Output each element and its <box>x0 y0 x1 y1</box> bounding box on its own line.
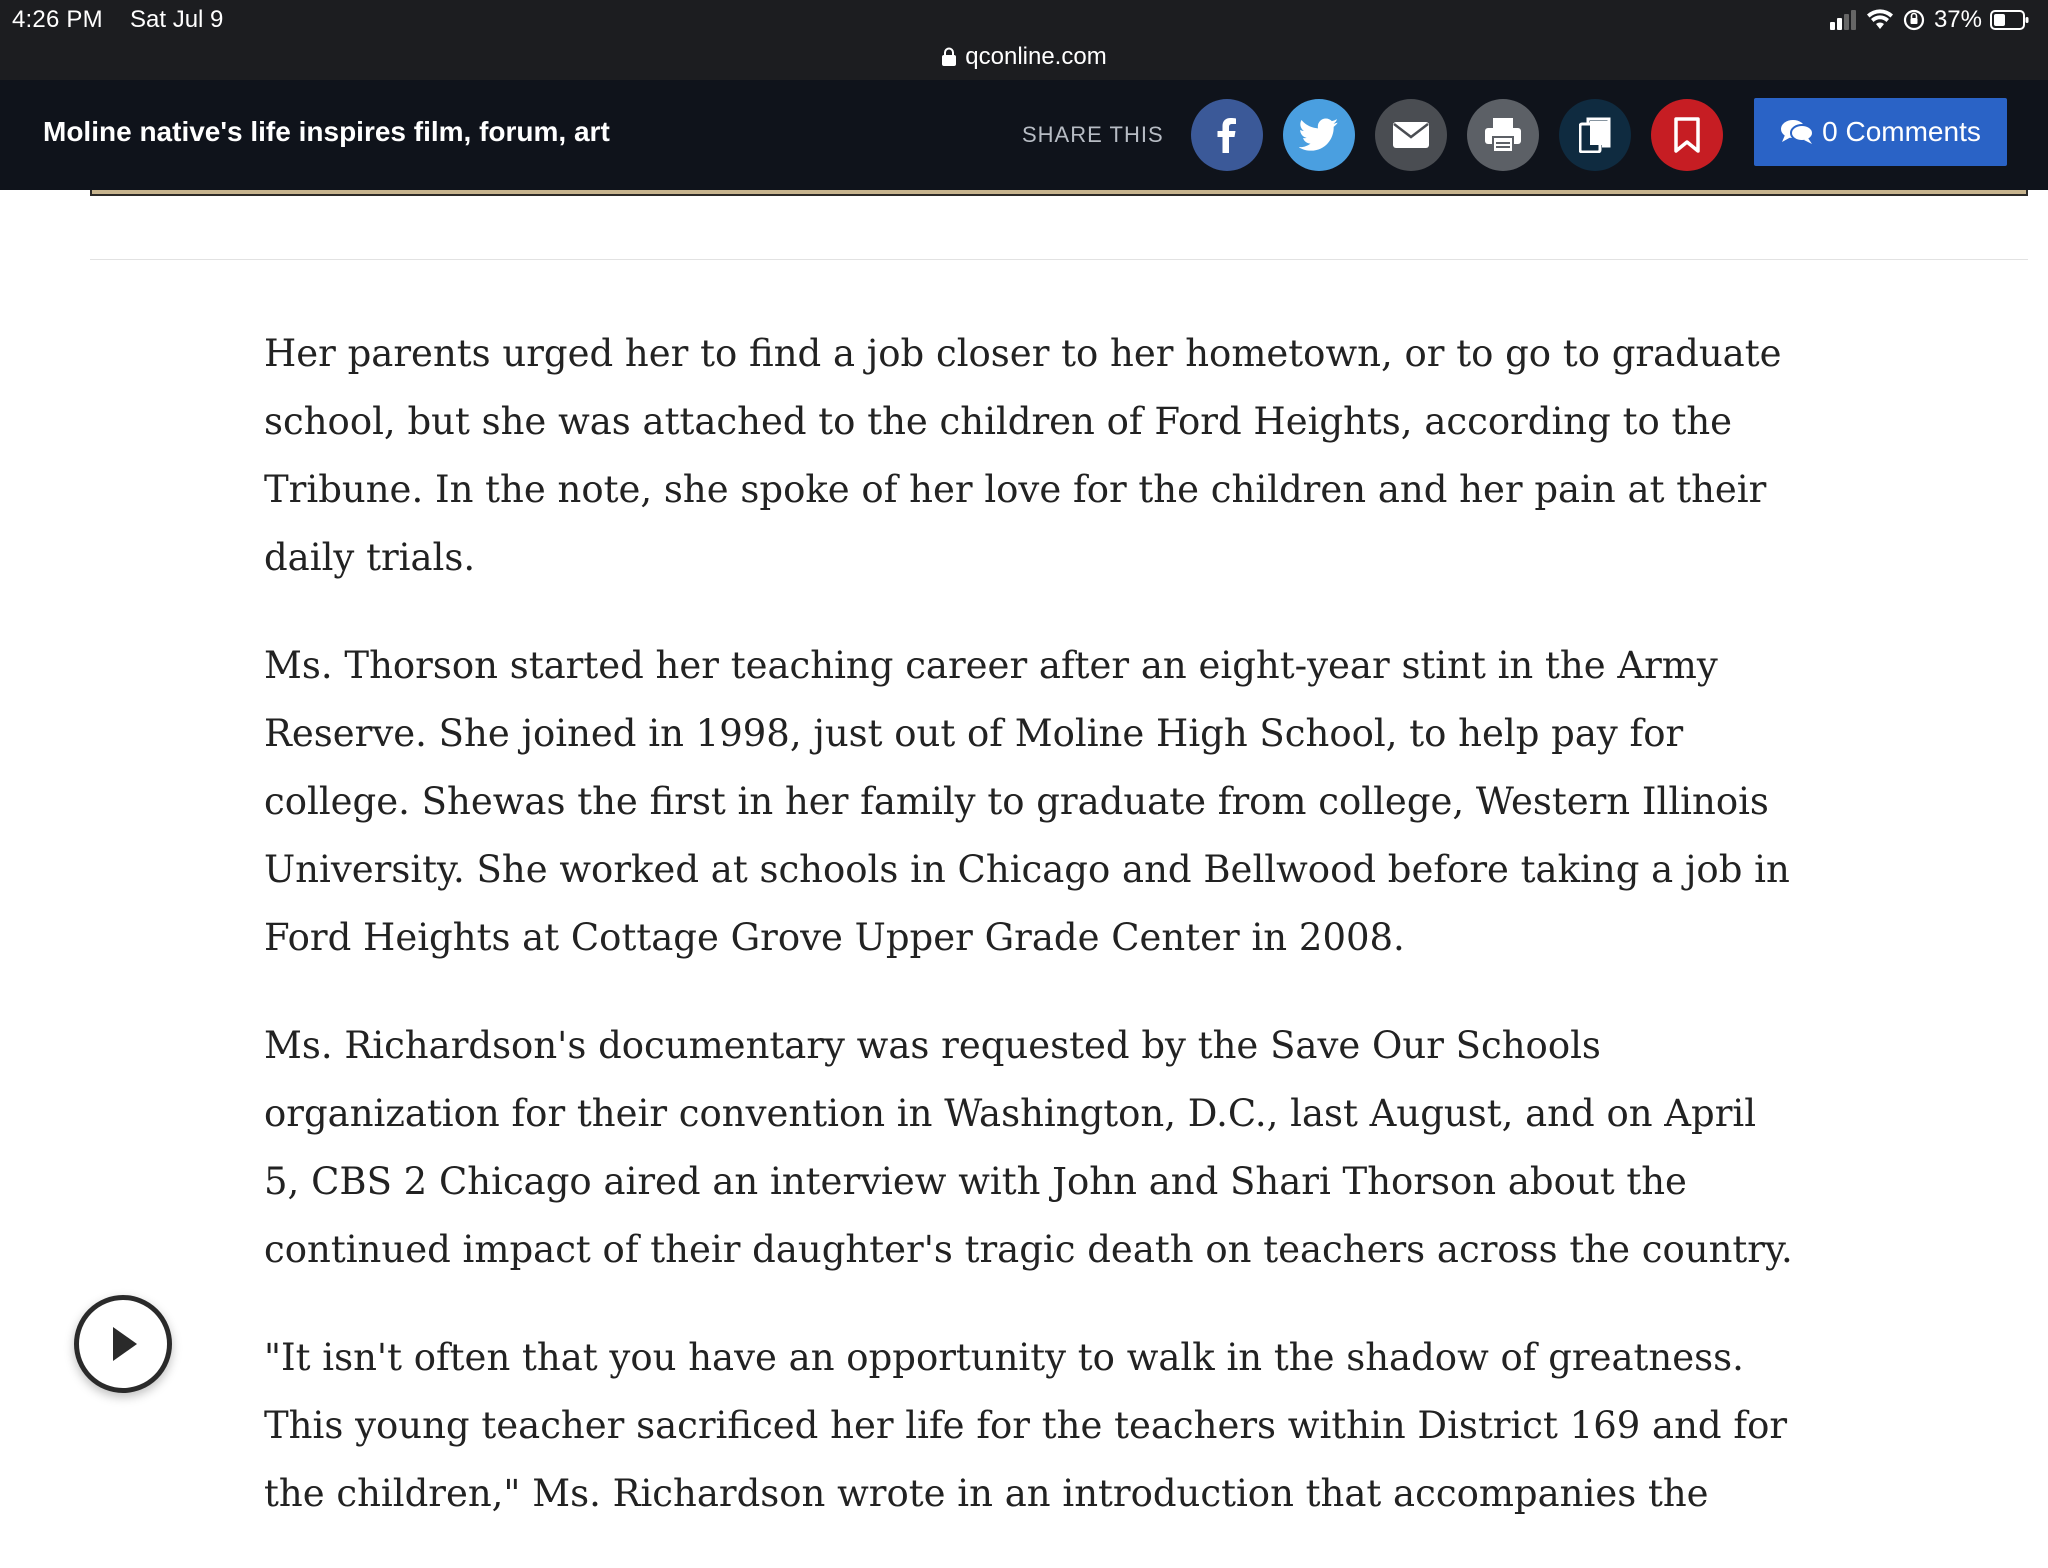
copy-icon <box>1579 117 1611 153</box>
lead-image-edge <box>90 190 2028 196</box>
status-time: 4:26 PM <box>12 6 103 33</box>
article-sticky-header <box>0 80 2048 190</box>
twitter-icon <box>1299 118 1339 152</box>
article-paragraph: Ms. Thorson started her teaching career after an eight-year stint in the Army Reserve. She joined in 1998, just out of Moline High School, to help pay for college. Shewas the first in her family to graduate from college, Western Illinois University. She worked at schools in Chicago and Bellwood before taking a job in Ford Heights at Cottage Grove Upper Grade Center in 2008. <box>264 644 1790 959</box>
header-article-title: Moline native's life inspires film, forum, art <box>43 116 610 147</box>
printer-icon <box>1484 117 1522 153</box>
article-paragraph: Ms. Richardson's documentary was requested by the Save Our Schools organization for their convention in Washington, D.C., last August, and on April 5, CBS 2 Chicago aired an interview with John and Shari Thorson about the continued impact of their daughter's tragic death on teachers across the country. <box>264 1024 1793 1271</box>
mail-icon <box>1392 121 1430 149</box>
bookmark-button[interactable] <box>1651 99 1723 171</box>
share-label: SHARE THIS <box>1022 122 1164 147</box>
play-icon <box>105 1324 141 1364</box>
status-icons <box>1828 4 2030 36</box>
url-text: qconline.com <box>965 43 1107 70</box>
comments-button[interactable] <box>1754 98 2007 166</box>
print-button[interactable] <box>1467 99 1539 171</box>
battery-icon <box>1990 9 2030 31</box>
content-divider <box>90 259 2028 260</box>
bookmark-icon <box>1673 117 1701 153</box>
comments-label: 0 Comments <box>1822 116 1981 147</box>
orientation-lock-icon <box>1902 8 1926 32</box>
article-body <box>264 320 1794 1568</box>
audio-play-button[interactable] <box>74 1295 172 1393</box>
article-paragraph: Her parents urged her to find a job closer to her hometown, or to go to graduate school, but she was attached to the children of Ford Heights, according to the Tribune. In the note, she spoke of her love for the children and her pain at their daily trials. <box>264 332 1782 579</box>
address-bar[interactable] <box>0 40 2048 74</box>
twitter-share-button[interactable] <box>1283 99 1355 171</box>
signal-icon <box>1828 10 1858 30</box>
status-date: Sat Jul 9 <box>130 6 224 33</box>
copy-link-button[interactable] <box>1559 99 1631 171</box>
comments-icon <box>1780 118 1814 146</box>
status-bar <box>0 0 2048 80</box>
email-share-button[interactable] <box>1375 99 1447 171</box>
facebook-share-button[interactable] <box>1191 99 1263 171</box>
wifi-icon <box>1866 9 1894 31</box>
battery-percent: 37% <box>1933 6 1982 33</box>
article-paragraph: "It isn't often that you have an opportunity to walk in the shadow of greatness. This young teacher sacrificed her life for the teachers within District 169 and for the children," Ms. Richardson wrote in an introduction that accompanies the <box>264 1336 1788 1515</box>
lock-icon <box>941 47 957 67</box>
facebook-icon <box>1210 116 1244 154</box>
